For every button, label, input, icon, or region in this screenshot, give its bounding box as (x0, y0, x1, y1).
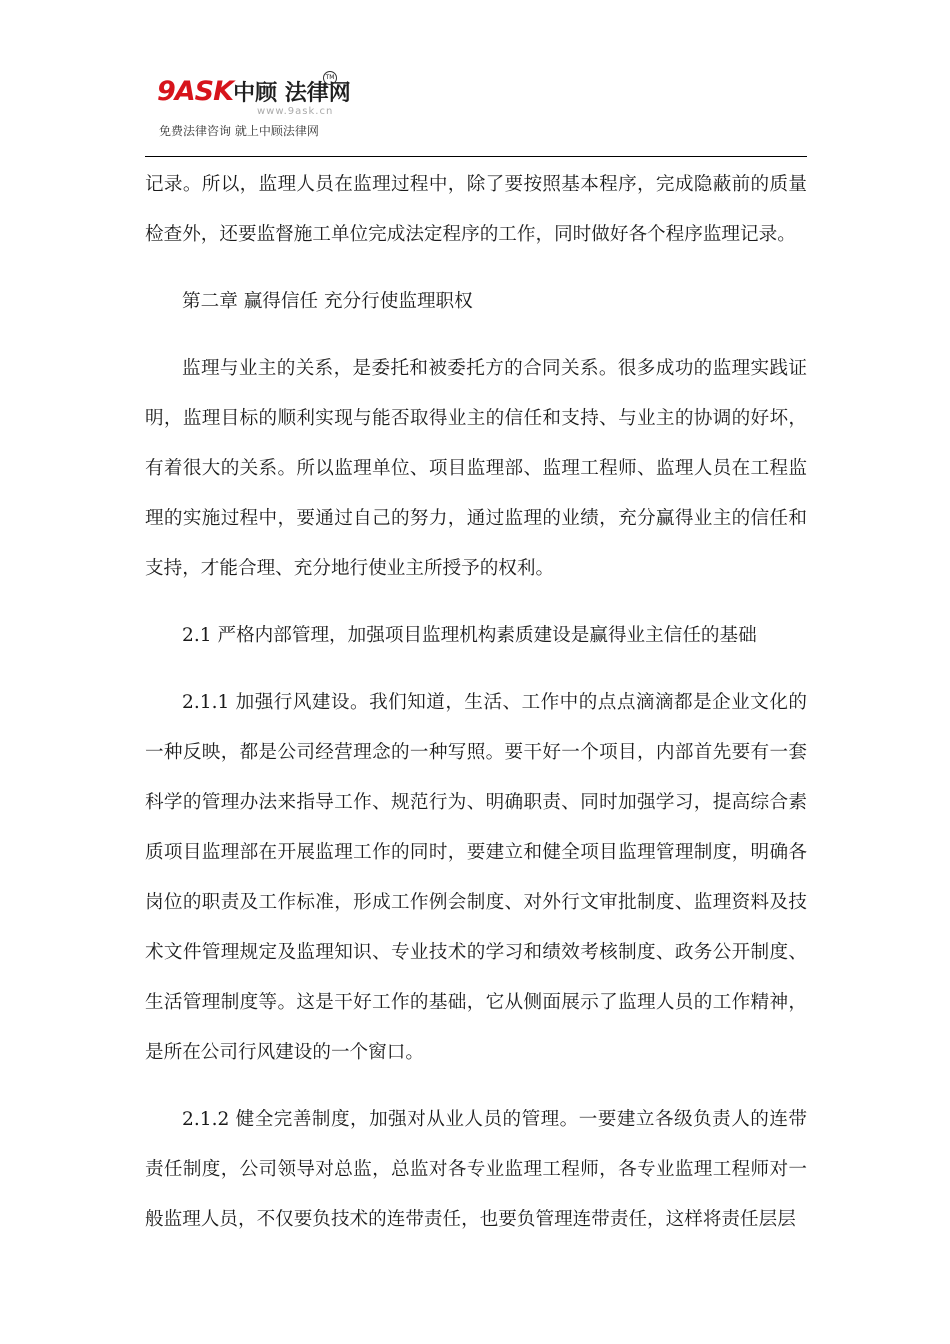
document-body (145, 160, 807, 1262)
logo-url: www.9ask.cn (257, 106, 334, 117)
logo-name: 中顾 法律网 (233, 81, 351, 106)
logo-brand: 9ASK (157, 76, 234, 107)
site-logo (157, 76, 357, 138)
paragraph-continuation: 记录。所以，监理人员在监理过程中，除了要按照基本程序，完成隐蔽前的质量检查外，还要监督施工单位完成法定程序的工作，同时做好各个程序监理记录。 (145, 174, 807, 245)
paragraph-2-1-1: 2.1.1 加强行风建设。我们知道，生活、工作中的点点滴滴都是企业文化的一种反映，都是公司经营理念的一种写照。要干好一个项目，内部首先要有一套科学的管理办法来指导工作、规范行为、明确职责、同时加强学习，提高综合素质项目监理部在开展监理工作的同时，要建立和健全项目监理管理制度，明确各岗位的职责及工作标准，形成工作例会制度、对外行文审批制度、监理资料及技术文件管理规定及监理知识、专业技术的学习和绩效考核制度、政务公开制度、生活管理制度等。这是干好工作的基础，它从侧面展示了监理人员的工作精神，是所在公司行风建设的一个窗口。 (145, 692, 807, 1063)
header-divider (145, 156, 807, 157)
chapter-heading: 第二章 赢得信任 充分行使监理职权 (182, 291, 473, 312)
logo-slogan: 免费法律咨询 就上中顾法律网 (159, 124, 319, 138)
section-heading: 2.1 严格内部管理，加强项目监理机构素质建设是赢得业主信任的基础 (182, 625, 757, 646)
paragraph-2-1-2: 2.1.2 健全完善制度，加强对从业人员的管理。一要建立各级负责人的连带责任制度，公司领导对总监，总监对各专业监理工程师，各专业监理工程师对一般监理人员，不仅要负技术的连带责任，也要负管理连带责任，这样将责任层层 (145, 1109, 807, 1230)
paragraph-intro: 监理与业主的关系，是委托和被委托方的合同关系。很多成功的监理实践证明，监理目标的顺利实现与能否取得业主的信任和支持、与业主的协调的好坏，有着很大的关系。所以监理单位、项目监理部、监理工程师、监理人员在工程监理的实施过程中，要通过自己的努力，通过监理的业绩，充分赢得业主的信任和支持，才能合理、充分地行使业主所授予的权利。 (145, 358, 807, 579)
logo-wordmark (157, 76, 351, 110)
trademark-icon: TM (323, 71, 337, 85)
